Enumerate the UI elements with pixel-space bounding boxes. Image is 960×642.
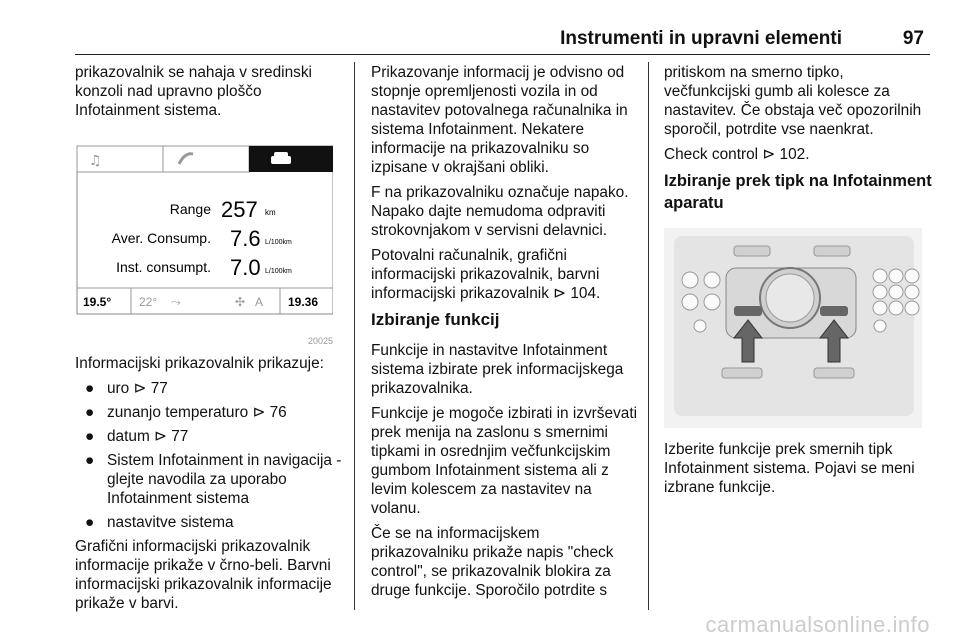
panel-figure — [664, 228, 922, 440]
section-heading: Izbiranje funkcij — [371, 310, 500, 329]
section-heading: Izbiranje prek tipk na Infotainment aparatu — [664, 172, 932, 212]
aver-label: Aver. Consump. — [111, 230, 211, 246]
outside-temp: 19.5° — [83, 295, 112, 309]
infotainment-panel-illustration — [664, 228, 922, 428]
list-item: ● datum ⊳ 77 — [85, 428, 189, 445]
column-1 — [75, 63, 345, 619]
column-2 — [371, 63, 641, 606]
clock: 19.36 — [288, 295, 319, 309]
paragraph: Potovalni računalnik, grafični informacijski prikazovalnik, barvni informacijski prikazovalnik ⊳ 104. — [371, 247, 601, 302]
paragraph: Če se na informacijskem prikazovalniku prikaže napis "check control", se prikazovalnik blokira za druge funkcije. Sporočilo potrdite s — [371, 525, 614, 599]
airflow-icon: ⤳ — [171, 295, 181, 309]
paragraph: Check control ⊳ 102. — [664, 146, 810, 163]
fan-icon: ✣ — [235, 295, 246, 309]
list-item: ● nastavitve sistema — [85, 514, 234, 531]
svg-text:♫: ♫ — [89, 153, 102, 169]
column-divider — [354, 62, 355, 610]
column-3 — [664, 63, 934, 503]
column-divider — [648, 62, 649, 610]
lead-paragraph: Informacijski prikazovalnik prikazuje: — [75, 355, 324, 372]
page-number: 97 — [902, 28, 924, 49]
range-value: 257 — [221, 197, 258, 222]
paragraph: F na prikazovalniku označuje napako. Napako dajte nemudoma odpraviti strokovnjakom v servisni delavnici. — [371, 184, 629, 239]
inst-unit: L/100km — [265, 268, 292, 275]
list-item: ● Sistem Infotainment in navigacija - glejte navodila za uporabo Infotainment sistema — [85, 452, 342, 507]
header-rule — [75, 54, 930, 55]
display-figure — [75, 132, 333, 350]
aver-unit: L/100km — [265, 239, 292, 246]
range-label: Range — [169, 201, 211, 217]
fan-mode: A — [255, 295, 264, 309]
list-item: ● uro ⊳ 77 — [85, 380, 168, 397]
inst-value: 7.0 — [230, 255, 261, 280]
info-display-illustration — [75, 132, 333, 350]
section-title: Instrumenti in upravni elementi — [560, 28, 842, 49]
list-item: ● zunanjo temperaturo ⊳ 76 — [85, 404, 287, 421]
range-unit: km — [265, 208, 276, 217]
bullet-list — [75, 379, 345, 532]
page-header — [0, 0, 960, 58]
paragraph: Funkcije je mogoče izbirati in izvrševati prek menija na zaslonu s smernimi tipkami in osrednjim večfunkcijskim gumbom Infotainment sistema ali z levim kolescem za nastavitev na volanu. — [371, 405, 638, 517]
paragraph: Izberite funkcije prek smernih tipk Infotainment sistema. Pojavi se meni izbrane funkcije. — [664, 441, 915, 496]
aver-value: 7.6 — [230, 226, 261, 251]
intro-paragraph: prikazovalnik se nahaja v sredinski konzoli nad upravno ploščo Infotainment sistema. — [75, 64, 312, 119]
figure-code: 20025 — [307, 336, 333, 346]
inst-label: Inst. consumpt. — [116, 259, 211, 275]
paragraph: pritiskom na smerno tipko, večfunkcijski gumb ali kolesce za nastavitev. Če obstaja več opozorilnih sporočil, potrdite vse naenkrat. — [664, 64, 922, 138]
outro-paragraph: Grafični informacijski prikazovalnik informacije prikaže v črno-beli. Barvni informacijski prikazovalnik informacije prikaže v barvi. — [75, 538, 332, 612]
set-temp: 22° — [139, 295, 158, 309]
paragraph: Funkcije in nastavitve Infotainment sistema izbirate prek informacijskega prikazovalnika. — [371, 342, 624, 397]
paragraph: Prikazovanje informacij je odvisno od stopnje opremljenosti vozila in od nastavitev potovalnega računalnika in sistema Infotainment. Nekatere informacije na prikazovalniku so izpisane v okrajšani obliki. — [371, 64, 628, 176]
watermark: carmanualsonline.info — [705, 612, 930, 637]
